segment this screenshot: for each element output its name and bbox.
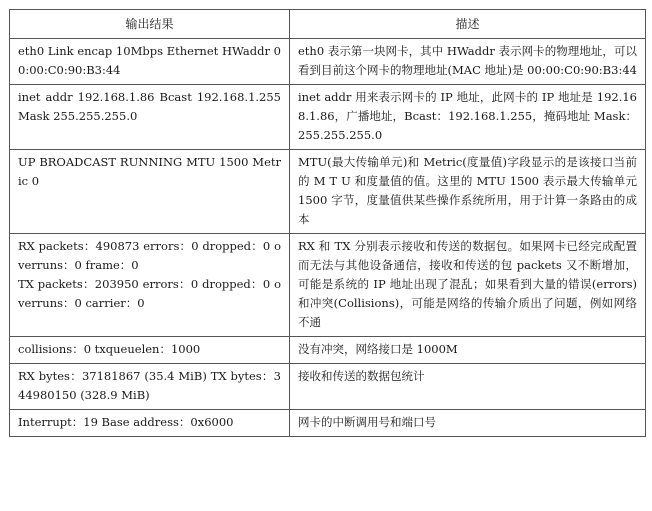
table-container <box>9 9 645 437</box>
output-line: eth0 Link encap 10Mbps Ethernet HWaddr 00:00:C0:90:B3:44 <box>18 44 281 77</box>
table-row <box>10 410 646 437</box>
table-row <box>10 39 646 85</box>
cell-output <box>10 337 290 364</box>
header-description: 描述 <box>290 10 646 39</box>
output-line: RX bytes：37181867 (35.4 MiB) TX bytes：344980150 (328.9 MiB) <box>18 369 281 402</box>
cell-output <box>10 150 290 234</box>
output-line: TX packets：203950 errors：0 dropped：0 overruns：0 carrier：0 <box>18 277 281 310</box>
cell-description: 没有冲突，网络接口是 1000M <box>290 337 646 364</box>
header-output: 输出结果 <box>10 10 290 39</box>
cell-description: eth0 表示第一块网卡，其中 HWaddr 表示网卡的物理地址，可以看到目前这个网卡的物理地址(MAC 地址)是 00:00:C0:90:B3:44 <box>290 39 646 85</box>
cell-output <box>10 410 290 437</box>
ifconfig-output-table <box>9 9 646 437</box>
cell-description: RX 和 TX 分别表示接收和传送的数据包。如果网卡已经完成配置而无法与其他设备通信，接收和传送的包 packets 又不断增加，可能是系统的 IP 地址出现了混乱；如果看到大量的错误(errors)和冲突(Collisions)，可能是网络的传输介质出了问题，例如网络不通 <box>290 234 646 337</box>
cell-output <box>10 234 290 337</box>
table-row <box>10 150 646 234</box>
output-line: inet addr 192.168.1.86 Bcast 192.168.1.255 Mask 255.255.255.0 <box>18 90 281 123</box>
output-line: RX packets：490873 errors：0 dropped：0 overruns：0 frame：0 <box>18 239 281 272</box>
output-line: collisions：0 txqueuelen：1000 <box>18 342 201 356</box>
table-row <box>10 364 646 410</box>
output-line: Interrupt：19 Base address：0x6000 <box>18 415 234 429</box>
cell-output <box>10 85 290 150</box>
table-row <box>10 85 646 150</box>
table-row <box>10 234 646 337</box>
cell-output <box>10 364 290 410</box>
cell-description: MTU(最大传输单元)和 Metric(度量值)字段显示的是该接口当前的 M T U 和度量值的值。这里的 MTU 1500 表示最大传输单元 1500 字节，度量值供某些操作系统所用，用于计算一条路由的成本 <box>290 150 646 234</box>
cell-description: 接收和传送的数据包统计 <box>290 364 646 410</box>
table-row <box>10 337 646 364</box>
cell-output <box>10 39 290 85</box>
cell-description: inet addr 用来表示网卡的 IP 地址，此网卡的 IP 地址是 192.168.1.86，广播地址，Bcast：192.168.1.255，掩码地址 Mask：255.255.255.0 <box>290 85 646 150</box>
cell-description: 网卡的中断调用号和端口号 <box>290 410 646 437</box>
header-row <box>10 10 646 39</box>
output-line: UP BROADCAST RUNNING MTU 1500 Metric 0 <box>18 155 281 188</box>
